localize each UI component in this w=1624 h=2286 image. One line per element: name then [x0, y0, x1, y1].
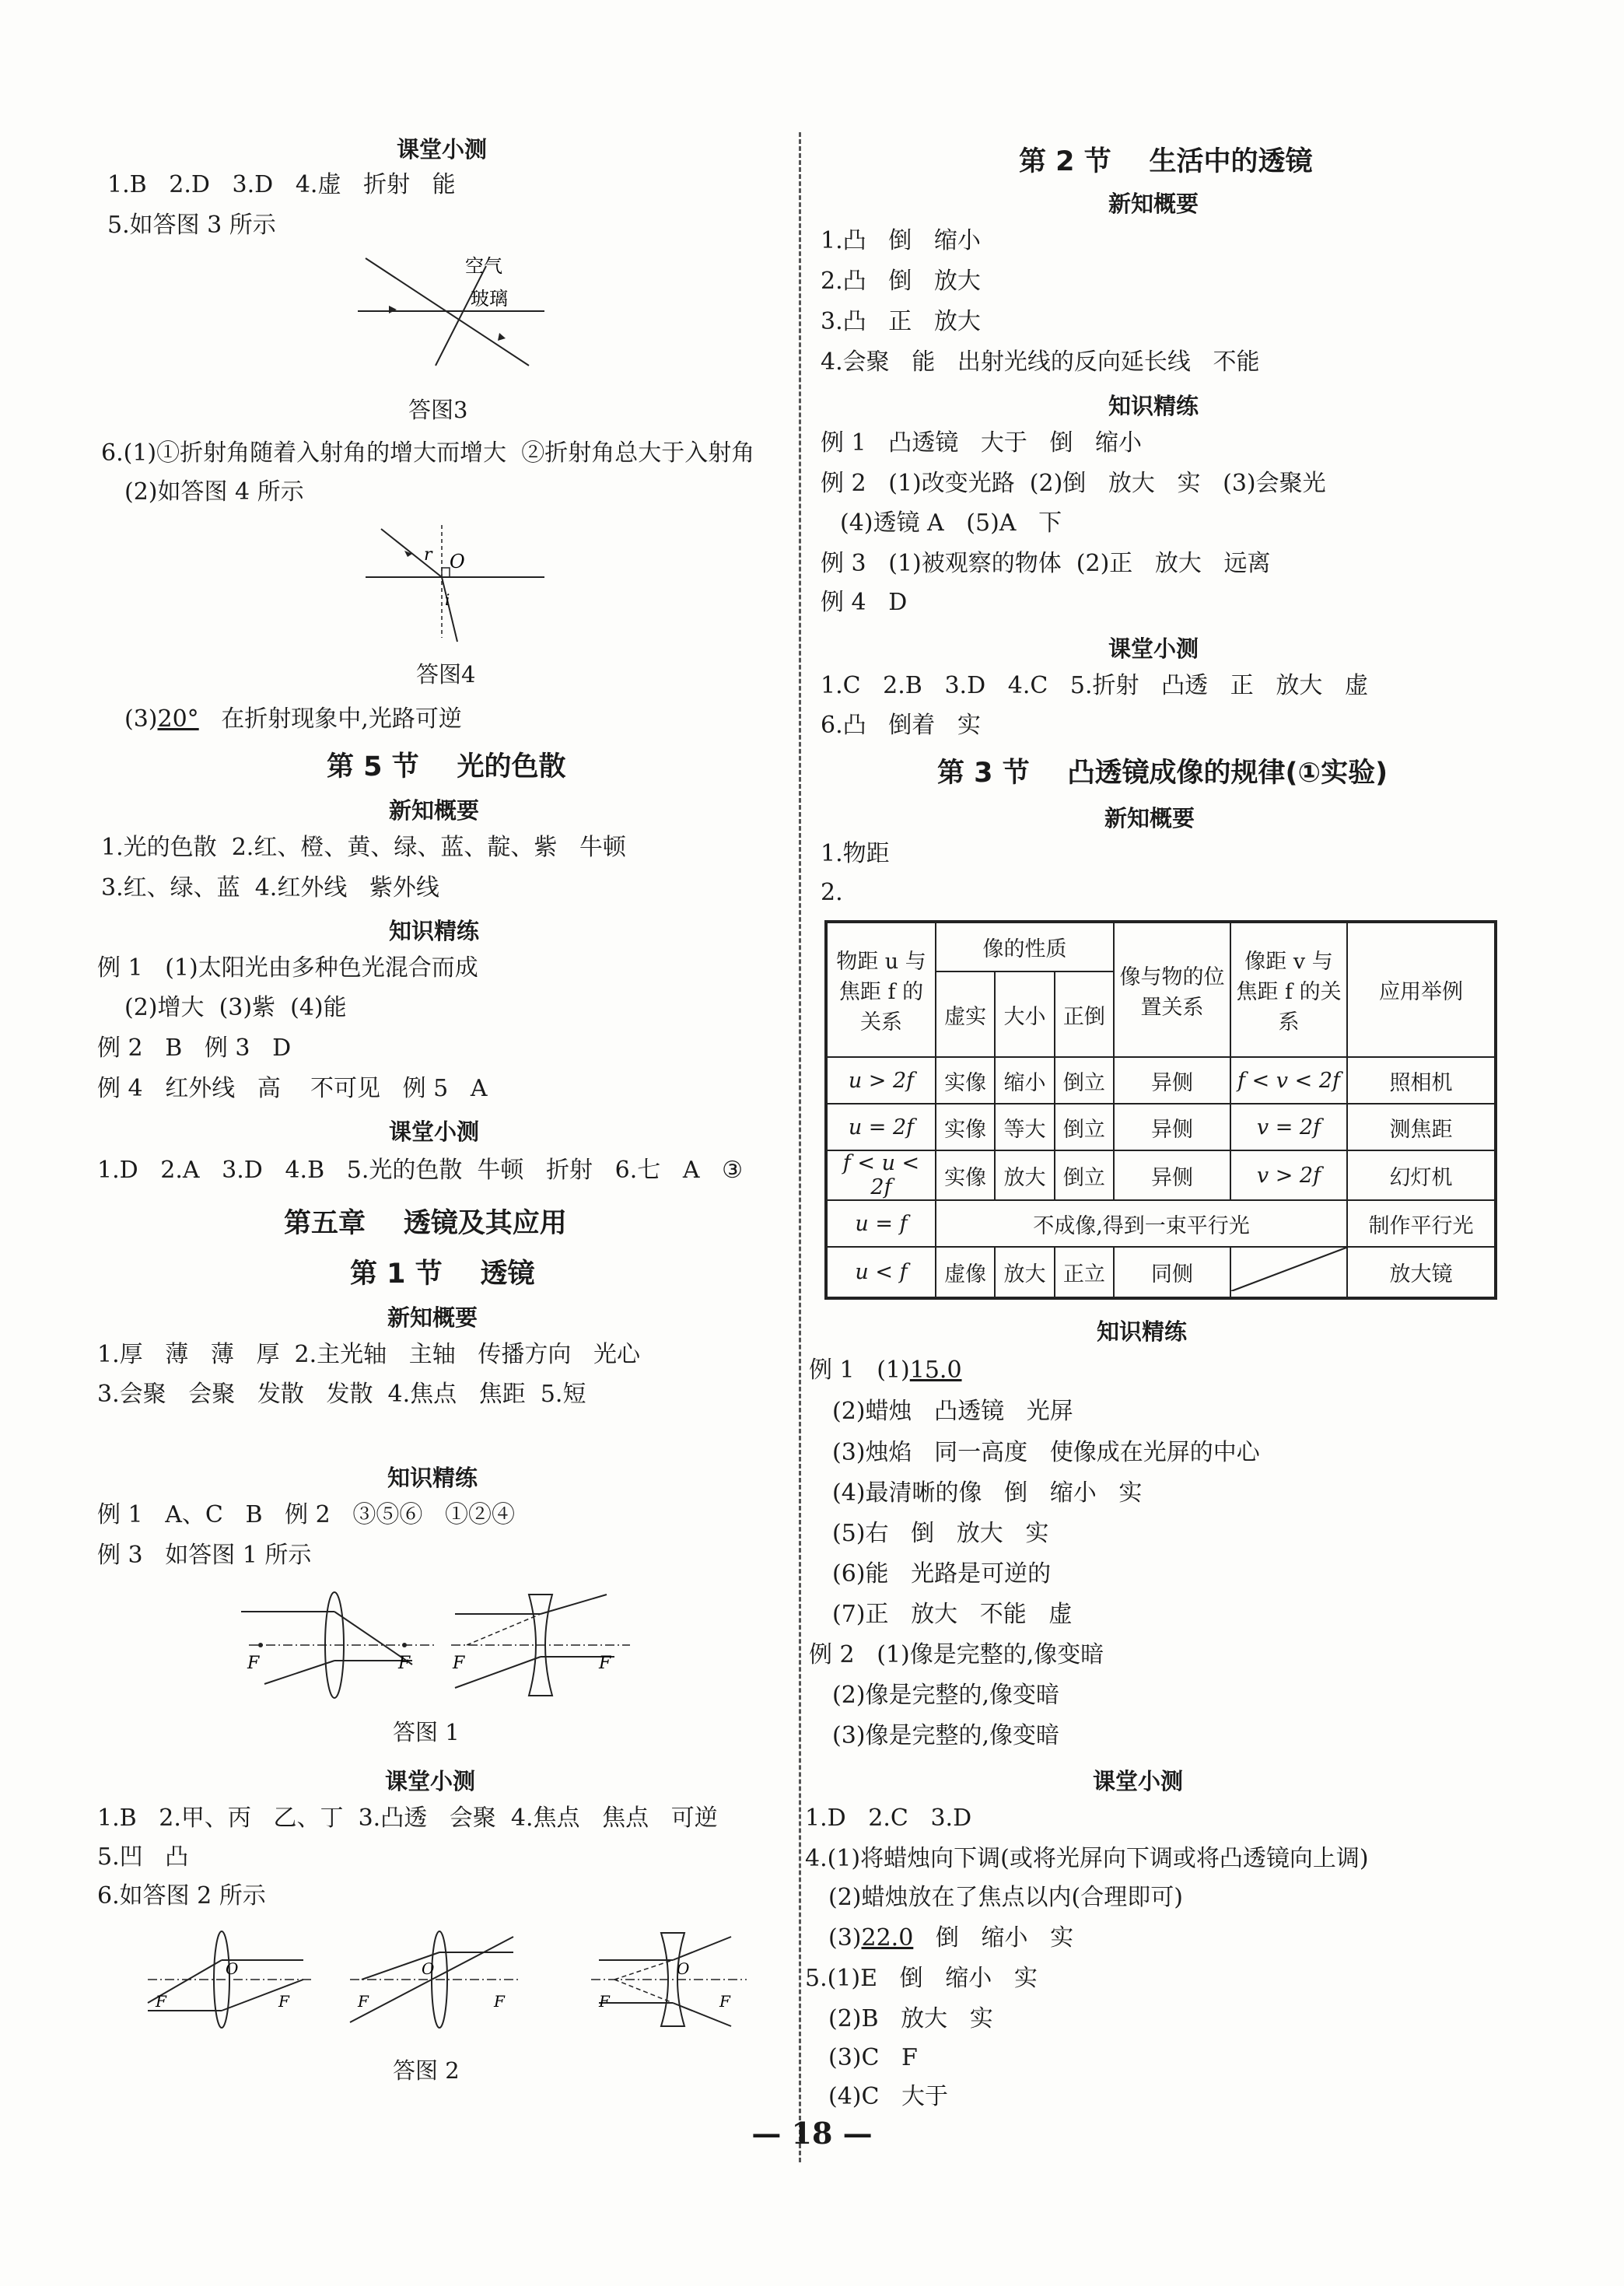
- subheader-orientation: 正倒: [1055, 971, 1114, 1057]
- answer-line: 例 2 B 例 3 D: [97, 1034, 292, 1062]
- answer-line: (3)20° 在折射现象中,光路可逆: [124, 705, 462, 733]
- answer-line: 1.D 2.A 3.D 4.B 5.光的色散 牛顿 折射 6.七 A ③: [97, 1157, 744, 1184]
- answer-line: (4)透镜 A (5)A 下: [840, 509, 1062, 537]
- answer-line: 例 1 (1)太阳光由多种色光混合而成: [97, 954, 478, 982]
- header-object-distance: 物距 u 与焦距 f 的关系: [826, 922, 936, 1057]
- answer-line: 4.会聚 能 出射光线的反向延长线 不能: [821, 348, 1260, 376]
- answer-line: 例 2 (1)改变光路 (2)倒 放大 实 (3)会聚光: [821, 470, 1326, 497]
- label-o: O: [450, 551, 465, 572]
- answer-line: (6)能 光路是可逆的: [832, 1560, 1052, 1588]
- answer-line: 1.光的色散 2.红、橙、黄、绿、蓝、靛、紫 牛顿: [101, 834, 626, 861]
- figure-3-caption: 答图3: [408, 397, 468, 423]
- heading-overview: 新知概要: [1104, 805, 1195, 831]
- answer-line: 1.D 2.C 3.D: [805, 1805, 972, 1832]
- answer-line: (4)最清晰的像 倒 缩小 实: [832, 1479, 1143, 1507]
- heading-quiz: 课堂小测: [389, 1118, 480, 1145]
- answer-line: 3.红、绿、蓝 4.红外线 紫外线: [101, 874, 439, 901]
- svg-text:O: O: [677, 1959, 690, 1978]
- answer-line: (2)如答图 4 所示: [124, 478, 304, 506]
- heading-practice: 知识精练: [1097, 1318, 1188, 1345]
- label-i: i: [445, 590, 450, 609]
- figure-2-diagram: [140, 1929, 762, 2038]
- figure-4-diagram: [358, 521, 552, 646]
- svg-text:F: F: [453, 1654, 465, 1673]
- answer-line: (3)烛焰 同一高度 使像成在光屏的中心: [832, 1439, 1260, 1466]
- label-glass: 玻璃: [471, 288, 508, 310]
- heading-overview: 新知概要: [387, 1304, 478, 1331]
- answer-line: 例 3 (1)被观察的物体 (2)正 放大 远离: [821, 550, 1271, 577]
- svg-text:F: F: [358, 1992, 369, 2011]
- answer-line: 1.B 2.甲、丙 乙、丁 3.凸透 会聚 4.焦点 焦点 可逆: [97, 1805, 718, 1832]
- answer-line: (4)C 大于: [828, 2083, 949, 2110]
- answer-line: 3.会聚 会聚 发散 发散 4.焦点 焦距 5.短: [97, 1381, 586, 1408]
- svg-text:F: F: [278, 1992, 289, 2011]
- answer-line: 5.凹 凸: [97, 1843, 189, 1871]
- figure-1-caption: 答图 1: [393, 1719, 460, 1745]
- answer-line: (3)C F: [828, 2044, 918, 2071]
- svg-text:F: F: [398, 1654, 411, 1673]
- answer-line: (3)像是完整的,像变暗: [832, 1722, 1060, 1749]
- section-title-3: 第 3 节 凸透镜成像的规律(①实验): [937, 758, 1388, 789]
- header-position-relation: 像与物的位置关系: [1114, 922, 1230, 1057]
- heading-overview: 新知概要: [1108, 191, 1199, 217]
- table-row: u < f 虚像 放大 正立 同侧 放大镜: [826, 1247, 1496, 1298]
- svg-text:F: F: [719, 1992, 730, 2011]
- answer-line: 例 4 D: [821, 589, 908, 616]
- answer-line: 2.凸 倒 放大: [821, 268, 981, 295]
- answer-line: 2.: [821, 879, 843, 906]
- header-image-distance: 像距 v 与焦距 f 的关系: [1230, 922, 1347, 1057]
- figure-4-caption: 答图4: [416, 661, 476, 688]
- answer-line: 6.如答图 2 所示: [97, 1882, 266, 1910]
- answer-line: 1.厚 薄 薄 厚 2.主光轴 主轴 传播方向 光心: [97, 1341, 640, 1368]
- header-application: 应用举例: [1347, 922, 1496, 1057]
- imaging-rules-table: [824, 920, 1497, 1300]
- answer-line: 例 2 (1)像是完整的,像变暗: [809, 1641, 1104, 1668]
- section-title-1: 第 1 节 透镜: [350, 1259, 535, 1290]
- answer-line: (3)22.0 倒 缩小 实: [828, 1924, 1074, 1952]
- answer-line: (2)增大 (3)紫 (4)能: [124, 994, 347, 1021]
- page-number: — 18 —: [751, 2116, 873, 2151]
- section-title-2: 第 2 节 生活中的透镜: [1019, 146, 1313, 177]
- answer-line: 例 1 (1)15.0: [809, 1357, 962, 1384]
- table-row: u = f 不成像,得到一束平行光 制作平行光: [826, 1200, 1496, 1247]
- answer-line: (2)像是完整的,像变暗: [832, 1682, 1060, 1709]
- figure-2-caption: 答图 2: [393, 2057, 460, 2084]
- label-air: 空气: [465, 255, 502, 277]
- answer-line: (5)右 倒 放大 实: [832, 1520, 1049, 1547]
- section-title-5: 第 5 节 光的色散: [327, 751, 566, 782]
- heading-practice: 知识精练: [387, 1465, 478, 1491]
- answer-line: 5.如答图 3 所示: [107, 212, 276, 239]
- svg-text:F: F: [599, 1992, 610, 2011]
- answer-line: (2)B 放大 实: [828, 2005, 993, 2032]
- answer-line: 5.(1)E 倒 缩小 实: [805, 1965, 1038, 1992]
- heading-quiz: 课堂小测: [397, 136, 488, 163]
- figure-1-diagram: [233, 1579, 638, 1703]
- answer-line: 1.C 2.B 3.D 4.C 5.折射 凸透 正 放大 虚: [821, 672, 1368, 699]
- svg-text:O: O: [226, 1959, 239, 1978]
- answer-line: 1.B 2.D 3.D 4.虚 折射 能: [107, 171, 456, 198]
- svg-text:F: F: [599, 1654, 611, 1673]
- answer-line: (2)蜡烛 凸透镜 光屏: [832, 1398, 1073, 1425]
- heading-quiz: 课堂小测: [1108, 635, 1199, 662]
- svg-text:F: F: [494, 1992, 505, 2011]
- subheader-size: 大小: [995, 971, 1054, 1057]
- label-r: r: [424, 545, 432, 565]
- subheader-real-virtual: 虚实: [936, 971, 995, 1057]
- chapter-title: 第五章 透镜及其应用: [284, 1208, 567, 1239]
- column-divider: [799, 132, 801, 2162]
- answer-line: 6.(1)①折射角随着入射角的增大而增大 ②折射角总大于入射角: [101, 439, 755, 467]
- answer-line: 例 4 红外线 高 不可见 例 5 A: [97, 1075, 488, 1102]
- answer-line: (7)正 放大 不能 虚: [832, 1601, 1073, 1628]
- answer-line: 例 1 A、C B 例 2 ③⑤⑥ ①②④: [97, 1501, 515, 1528]
- heading-quiz: 课堂小测: [1093, 1768, 1184, 1794]
- table-row: u > 2f 实像 缩小 倒立 异侧 f < v < 2f 照相机: [826, 1057, 1496, 1104]
- answer-line: 例 3 如答图 1 所示: [97, 1542, 312, 1569]
- heading-practice: 知识精练: [389, 918, 480, 944]
- svg-text:F: F: [247, 1654, 260, 1673]
- svg-text:F: F: [156, 1992, 166, 2011]
- answer-line: 4.(1)将蜡烛向下调(或将光屏向下调或将凸透镜向上调): [805, 1845, 1369, 1872]
- answer-line: 1.凸 倒 缩小: [821, 227, 981, 254]
- answer-line: 1.物距: [821, 840, 890, 867]
- answer-line: 6.凸 倒着 实: [821, 712, 981, 739]
- answer-line: 3.凸 正 放大: [821, 308, 981, 335]
- empty-cell-slash: [1231, 1248, 1346, 1291]
- figure-3-diagram: [350, 249, 552, 381]
- table-row: f < u < 2f 实像 放大 倒立 异侧 v > 2f 幻灯机: [826, 1150, 1496, 1200]
- header-image-properties: 像的性质: [936, 922, 1114, 971]
- answer-line: (2)蜡烛放在了焦点以内(合理即可): [828, 1884, 1183, 1911]
- table-row: u = 2f 实像 等大 倒立 异侧 v = 2f 测焦距: [826, 1104, 1496, 1150]
- heading-quiz: 课堂小测: [385, 1768, 476, 1794]
- svg-text:O: O: [422, 1959, 435, 1978]
- answer-line: 例 1 凸透镜 大于 倒 缩小: [821, 429, 1143, 457]
- heading-practice: 知识精练: [1108, 393, 1199, 419]
- heading-overview: 新知概要: [389, 797, 480, 824]
